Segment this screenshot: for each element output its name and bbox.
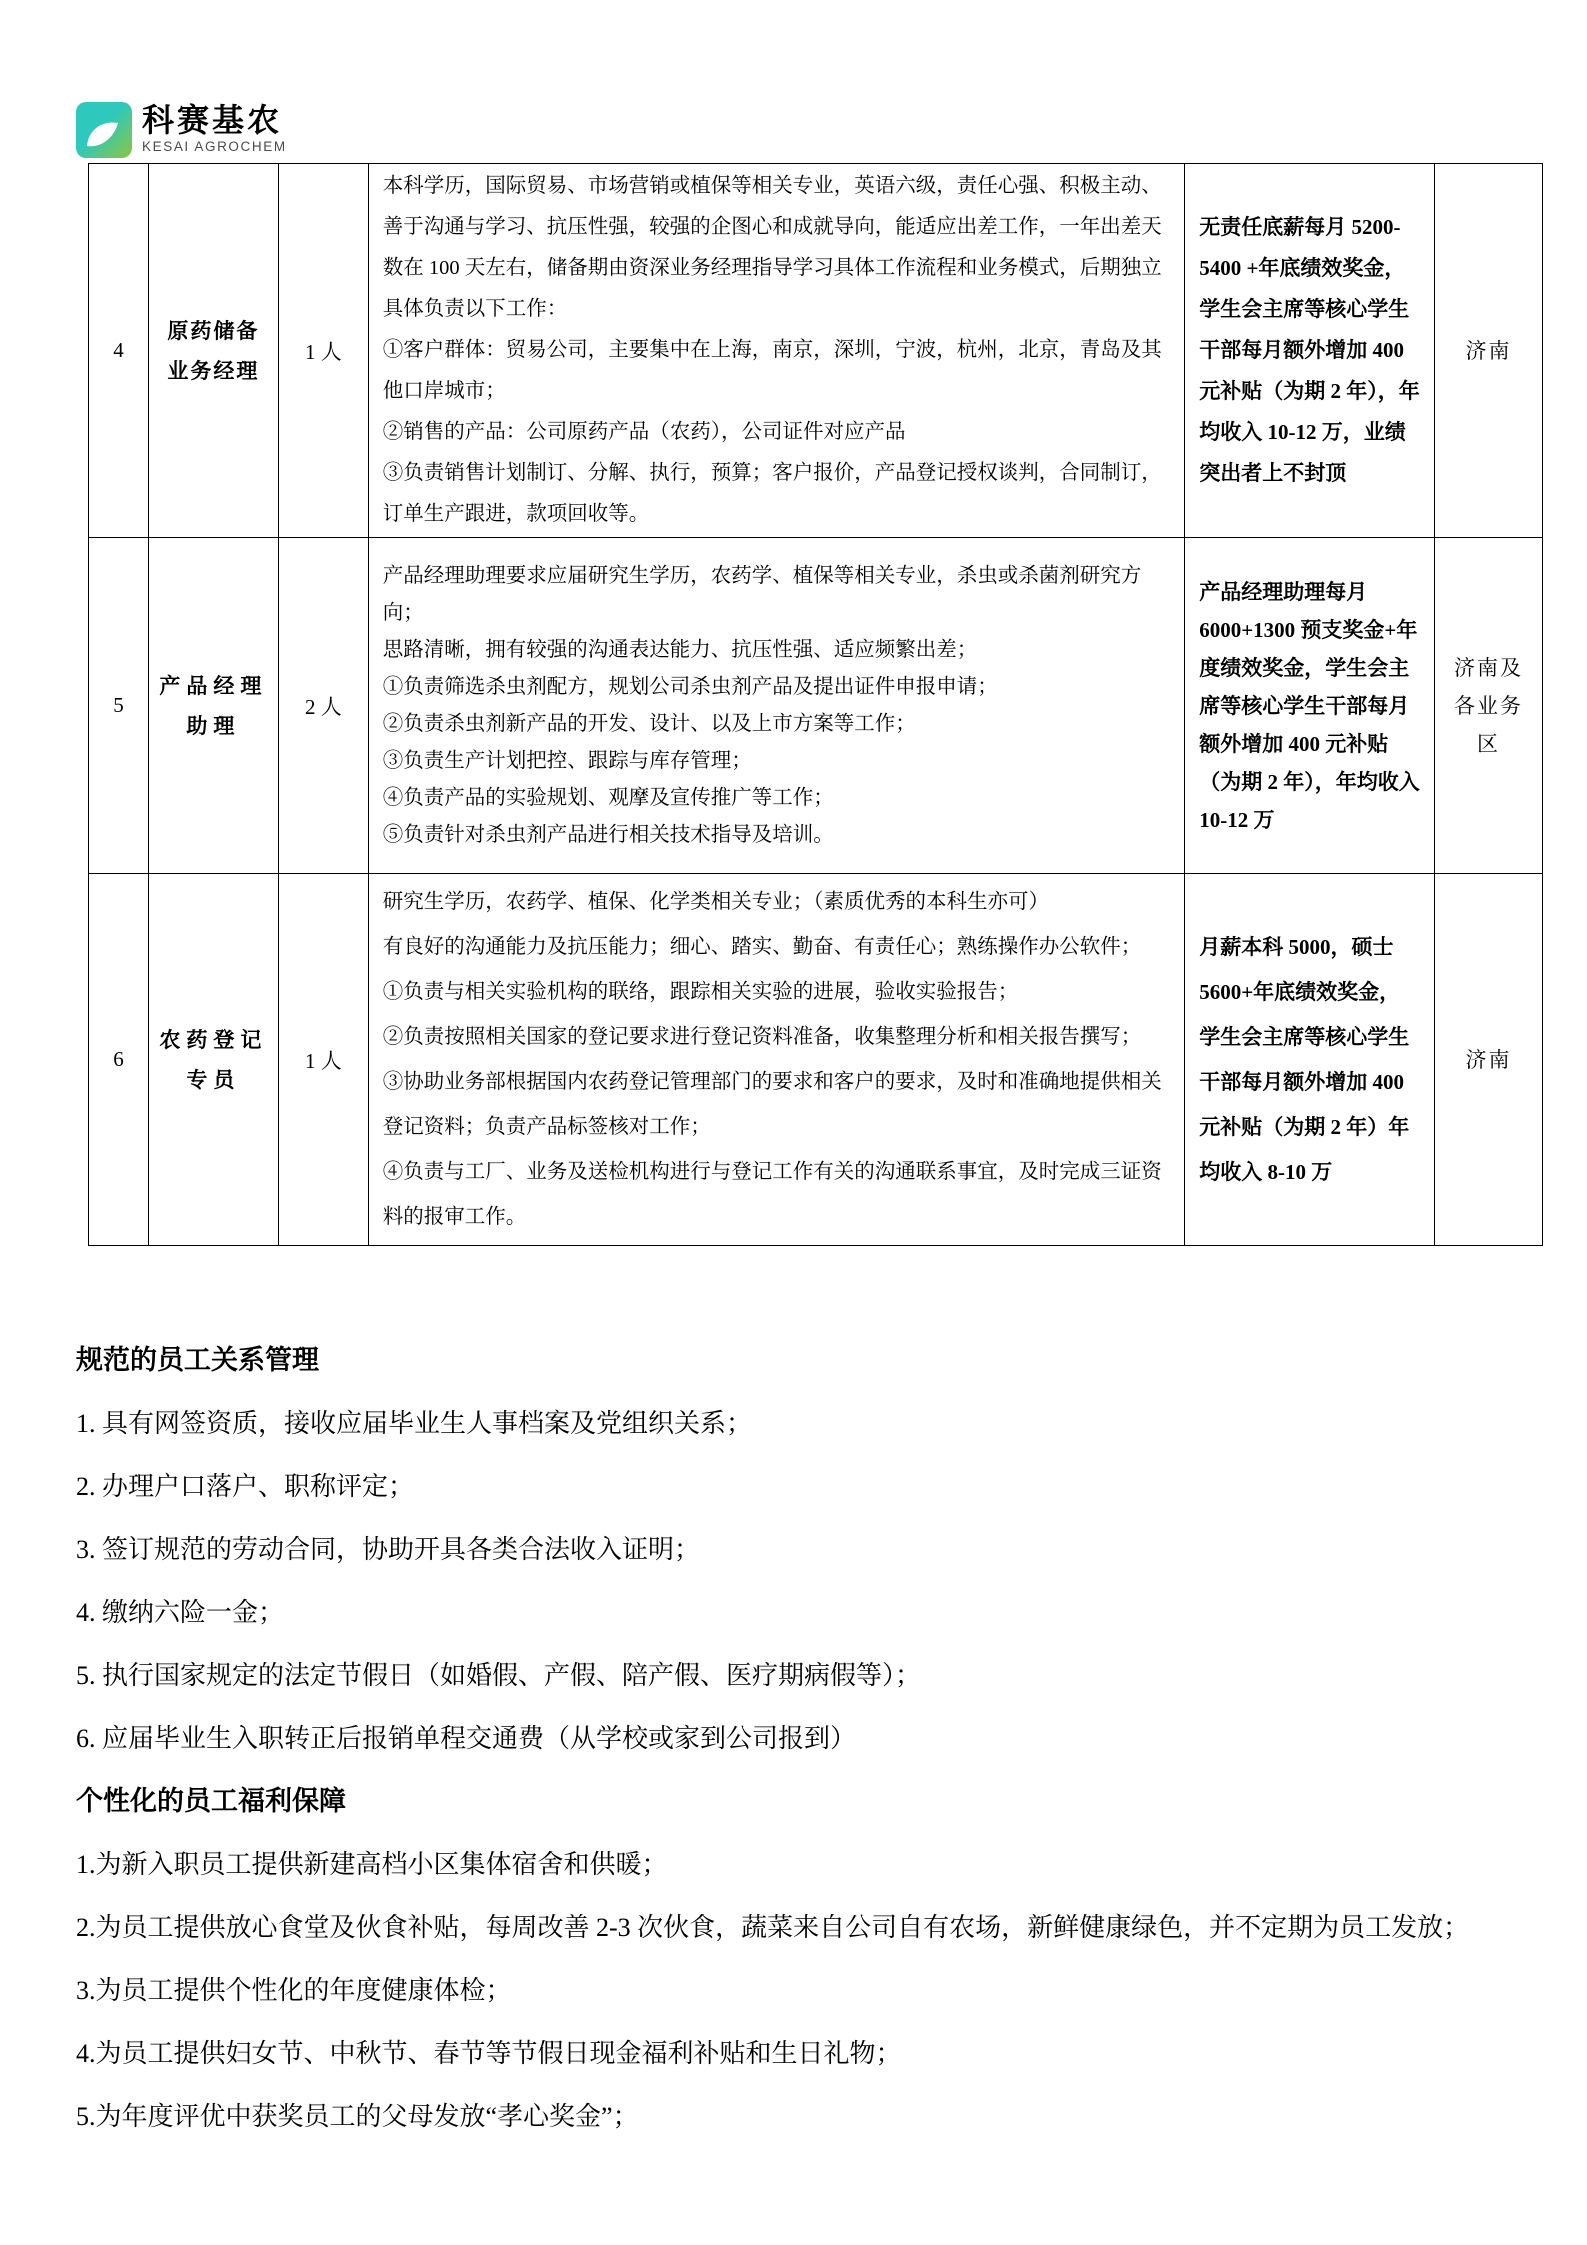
section-item: 5. 执行国家规定的法定节假日（如婚假、产假、陪产假、医疗期病假等）；: [76, 1661, 922, 1690]
salary-info: [1185, 538, 1435, 874]
job-desc-paragraph: ②负责杀虫剂新产品的开发、设计、以及上市方案等工作；: [382, 712, 916, 735]
job-description: [369, 538, 1185, 874]
row-number: 4: [89, 164, 149, 538]
position-title: [149, 874, 279, 1246]
job-desc-paragraph: ④负责与工厂、业务及送检机构进行与登记工作有关的沟通联系事宜，及时完成三证资料的报审工作。: [382, 1160, 1162, 1228]
section-item: 3.为员工提供个性化的年度健康体检；: [76, 1976, 512, 2005]
job-description: [369, 164, 1185, 538]
job-desc-paragraph: ⑤负责针对杀虫剂产品进行相关技术指导及培训。: [382, 823, 834, 846]
section-item: 1.为新入职员工提供新建高档小区集体宿舍和供暖；: [76, 1850, 668, 1879]
section-item: 1. 具有网签资质，接收应届毕业生人事档案及党组织关系；: [76, 1409, 753, 1438]
job-desc-paragraph: ④负责产品的实验规划、观摩及宣传推广等工作；: [382, 786, 834, 809]
job-desc-paragraph: ③负责生产计划把控、跟踪与库存管理；: [382, 749, 752, 772]
salary-text: 无责任底薪每月 5200-5400 +年底绩效奖金，学生会主席等核心学生干部每月额外增加 400 元补贴（为期 2 年），年均收入 10-12 万，业绩突出者上不封顶: [1199, 215, 1420, 485]
job-desc-paragraph: ①客户群体：贸易公司，主要集中在上海，南京，深圳，宁波，杭州，北京，青岛及其他口岸城市；: [382, 339, 1162, 402]
position-title-line: 专员: [186, 1067, 241, 1092]
benefits-sections: [76, 1329, 1566, 2148]
section-item: 2. 办理户口落户、职称评定；: [76, 1472, 415, 1501]
salary-text: 产品经理助理每月 6000+1300 预支奖金+年度绩效奖金，学生会主席等核心学生干部每月额外增加 400 元补贴（为期 2 年），年均收入 10-12 万: [1199, 579, 1420, 832]
section-item: 3. 签订规范的劳动合同，协助开具各类合法收入证明；: [76, 1535, 701, 1564]
section-item: 4. 缴纳六险一金；: [76, 1598, 285, 1627]
job-desc-paragraph: ③负责销售计划制订、分解、执行，预算；客户报价，产品登记授权谈判，合同制订，订单生产跟进，款项回收等。: [382, 462, 1162, 525]
work-location: 济南及各业务区: [1435, 538, 1543, 874]
job-description: [369, 874, 1185, 1246]
job-positions-table: [88, 163, 1543, 1246]
table-row-position-4: [89, 164, 1543, 538]
company-name-en: KESAI AGROCHEM: [142, 139, 287, 154]
salary-info: [1185, 874, 1435, 1246]
section-item: 6. 应届毕业生入职转正后报销单程交通费（从学校或家到公司报到）: [76, 1724, 857, 1753]
row-number: 6: [89, 874, 149, 1246]
headcount: 1 人: [279, 874, 369, 1246]
position-title: [149, 164, 279, 538]
position-title: [149, 538, 279, 874]
job-desc-paragraph: ③协助业务部根据国内农药登记管理部门的要求和客户的要求，及时和准确地提供相关登记资料；负责产品标签核对工作；: [382, 1070, 1162, 1138]
job-desc-paragraph: 产品经理助理要求应届研究生学历，农药学、植保等相关专业，杀虫或杀菌剂研究方向；: [382, 564, 1142, 624]
section-heading-welfare: 个性化的员工福利保障: [76, 1786, 346, 1816]
job-desc-paragraph: 本科学历，国际贸易、市场营销或植保等相关专业，英语六级，责任心强、积极主动、善于沟通与学习、抗压性强，较强的企图心和成就导向，能适应出差工作，一年出差天数在 100 天左右，储备期由资深业务经理指导学习具体工作流程和业务模式，后期独立具体负责以下工作：: [382, 175, 1162, 320]
company-name-cn: 科赛基农: [142, 102, 283, 138]
work-location: 济南: [1435, 874, 1543, 1246]
job-desc-paragraph: 思路清晰，拥有较强的沟通表达能力、抗压性强、适应频繁出差；: [382, 638, 978, 661]
salary-text: 月薪本科 5000，硕士 5600+年底绩效奖金，学生会主席等核心学生干部每月额外增加 400 元补贴（为期 2 年）年均收入 8-10 万: [1199, 934, 1410, 1184]
headcount: 2 人: [279, 538, 369, 874]
headcount: 1 人: [279, 164, 369, 538]
job-desc-paragraph: ②销售的产品：公司原药产品（农药），公司证件对应产品: [382, 421, 906, 443]
salary-info: [1185, 164, 1435, 538]
section-item: 2.为员工提供放心食堂及伙食补贴，每周改善 2-3 次伙食，蔬菜来自公司自有农场，新鲜健康绿色，并不定期为员工发放；: [76, 1913, 1470, 1942]
table-row-position-5: [89, 538, 1543, 874]
company-name: [142, 102, 287, 156]
section-item: 4.为员工提供妇女节、中秋节、春节等节假日现金福利补贴和生日礼物；: [76, 2039, 902, 2068]
section-item: 5.为年度评优中获奖员工的父母发放“孝心奖金”；: [76, 2102, 639, 2131]
company-logo: [76, 102, 287, 158]
job-desc-paragraph: ①负责筛选杀虫剂配方，规划公司杀虫剂产品及提出证件申报申请；: [382, 675, 998, 698]
job-desc-paragraph: ①负责与相关实验机构的联络，跟踪相关实验的进展，验收实验报告；: [382, 980, 1019, 1003]
leaf-logo-icon: [76, 102, 132, 158]
row-number: 5: [89, 538, 149, 874]
position-title-line: 业务经理: [167, 358, 260, 383]
job-desc-paragraph: 有良好的沟通能力及抗压能力；细心、踏实、勤奋、有责任心；熟练操作办公软件；: [382, 935, 1142, 958]
position-title-line: 原药储备: [167, 318, 260, 343]
work-location: 济南: [1435, 164, 1543, 538]
section-heading-employee-relations: 规范的员工关系管理: [76, 1345, 319, 1375]
job-desc-paragraph: 研究生学历，农药学、植保、化学类相关专业；（素质优秀的本科生亦可）: [382, 890, 1050, 913]
position-title-line: 产品经理: [159, 673, 268, 698]
position-title-line: 农药登记: [159, 1027, 268, 1052]
job-desc-paragraph: ②负责按照相关国家的登记要求进行登记资料准备，收集整理分析和相关报告撰写；: [382, 1025, 1142, 1048]
position-title-line: 助理: [186, 713, 241, 738]
table-row-position-6: [89, 874, 1543, 1246]
